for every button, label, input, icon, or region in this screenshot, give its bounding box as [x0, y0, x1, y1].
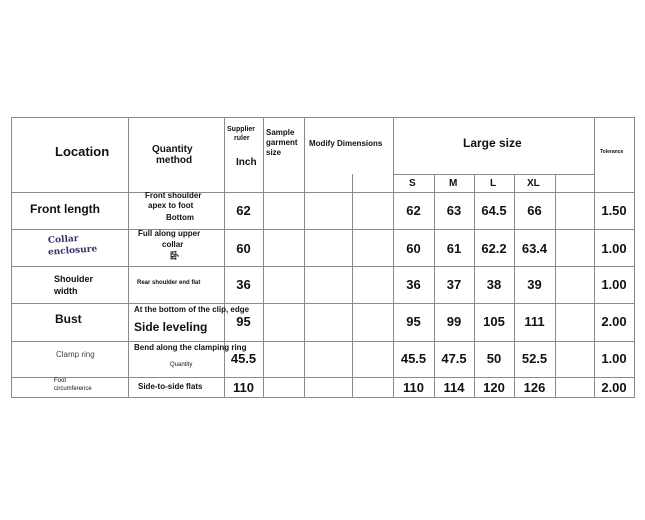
row-3-supplier-value: 36: [236, 277, 251, 292]
header-size-xl: XL: [527, 178, 540, 189]
row-2-method-line-2: collar: [162, 240, 184, 249]
grid-line: [11, 266, 634, 267]
grid-line: [634, 117, 635, 398]
row-4-size-s: 95: [406, 314, 421, 329]
header-size-s: S: [409, 178, 416, 189]
row-2-location-line-1: Collar: [47, 233, 79, 247]
header-modify-dimensions: Modify Dimensions: [309, 139, 383, 148]
header-location: Location: [55, 144, 110, 159]
row-1-size-l: 64.5: [481, 203, 507, 218]
row-5-supplier-value: 45.5: [230, 351, 257, 366]
row-4-location: Bust: [55, 312, 82, 326]
header-size-l: L: [490, 178, 497, 189]
row-5-method-line-2: Quantity: [170, 362, 193, 368]
row-2-size-m: 61: [446, 241, 462, 256]
row-5-size-s: 45.5: [400, 351, 427, 366]
header-sample-garment-size-line-1: Sample: [266, 128, 295, 137]
row-1-size-m: 63: [446, 203, 462, 218]
header-quantity-method-line-2: method: [156, 155, 193, 166]
row-1-size-xl: 66: [527, 203, 542, 218]
row-3-tolerance: 1.00: [601, 277, 627, 292]
row-1-method-line-3: Bottom: [166, 213, 194, 222]
row-4-size-l: 105: [483, 314, 505, 329]
grid-line: [11, 377, 634, 378]
row-4-method-line-2: Side leveling: [134, 320, 208, 334]
row-3-size-m: 37: [446, 277, 462, 292]
row-1-method-line-2: apex to foot: [148, 201, 194, 210]
header-supplier-ruler-line-2: ruler: [234, 135, 250, 142]
header-sample-garment-size-line-3: size: [266, 148, 282, 157]
row-6-size-xl: 126: [523, 380, 546, 395]
header-large-size: Large size: [463, 136, 522, 150]
row-6-location-line-2: circumference: [54, 386, 92, 392]
grid-line: [393, 174, 594, 175]
row-3-size-s: 36: [406, 277, 421, 292]
grid-line: [11, 117, 634, 118]
row-6-tolerance: 2.00: [601, 380, 627, 395]
header-inch: Inch: [236, 157, 257, 168]
row-1-method-line-1: Front shoulder: [145, 191, 202, 200]
header-size-m: M: [449, 178, 458, 189]
header-supplier-ruler-line-1: Supplier: [227, 126, 256, 133]
grid-line: [128, 117, 129, 398]
header-tolerance: Tolerance: [600, 149, 624, 155]
row-3-location-line-2: width: [54, 286, 78, 296]
row-6-method-line-1: Side-to-side flats: [138, 382, 203, 391]
row-2-size-s: 60: [406, 241, 421, 256]
grid-line: [11, 303, 634, 304]
row-2-location-line-2: enclosure: [47, 244, 98, 258]
row-6-size-m: 114: [443, 380, 465, 395]
row-3-size-l: 38: [486, 277, 502, 292]
grid-line: [304, 117, 305, 398]
row-5-tolerance: 1.00: [601, 351, 627, 366]
row-4-tolerance: 2.00: [601, 314, 627, 329]
row-2-size-xl: 63.4: [521, 241, 548, 256]
row-6-size-l: 120: [483, 380, 505, 395]
row-5-size-xl: 52.5: [521, 351, 548, 366]
row-3-location-line-1: Shoulder: [54, 274, 94, 284]
row-1-supplier-value: 62: [236, 203, 251, 218]
row-3-method-line-1: Rear shoulder end flat: [137, 280, 201, 286]
grid-line: [11, 397, 634, 398]
grid-line: [11, 192, 634, 193]
grid-line: [11, 341, 634, 342]
grid-line: [11, 117, 12, 398]
row-5-size-l: 50: [486, 351, 502, 366]
row-4-method-line-1: At the bottom of the clip, edge: [134, 305, 250, 314]
row-2-method-line-1: Full along upper: [138, 229, 201, 238]
row-4-size-m: 99: [446, 314, 462, 329]
header-sample-garment-size-line-2: garment: [266, 138, 298, 147]
row-5-location: Clamp ring: [56, 350, 95, 359]
row-5-size-m: 47.5: [441, 351, 467, 366]
row-1-tolerance: 1.50: [601, 203, 627, 218]
row-6-size-s: 110: [403, 380, 424, 395]
row-1-size-s: 62: [406, 203, 421, 218]
row-4-supplier-value: 95: [236, 314, 251, 329]
grid-line: [555, 174, 556, 398]
row-5-method-line-1: Bend along the clamping ring: [134, 343, 247, 352]
row-2-tolerance: 1.00: [601, 241, 627, 256]
row-2-method-line-3: 卧: [170, 251, 180, 261]
row-2-size-l: 62.2: [481, 241, 507, 256]
grid-line: [263, 117, 264, 398]
row-6-supplier-value: 110: [233, 380, 254, 395]
grid-line: [352, 174, 353, 398]
row-6-location-line-1: Foot: [54, 378, 67, 384]
row-3-size-xl: 39: [527, 277, 542, 292]
grid-line: [11, 229, 634, 230]
header-quantity-method-line-1: Quantity: [152, 144, 193, 155]
row-4-size-xl: 111: [524, 314, 545, 329]
row-2-supplier-value: 60: [236, 241, 251, 256]
row-1-location: Front length: [30, 202, 100, 216]
